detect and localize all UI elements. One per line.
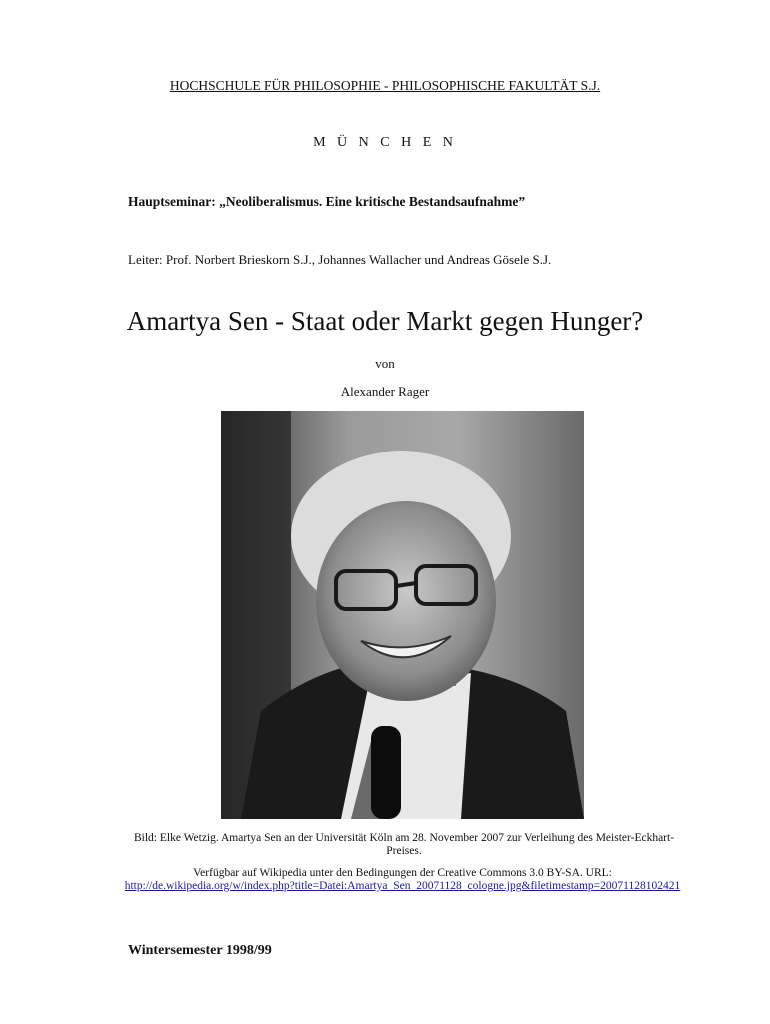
institution-heading: HOCHSCHULE FÜR PHILOSOPHIE - PHILOSOPHISCHE FAKULTÄT S.J. bbox=[169, 78, 601, 93]
by-word: von bbox=[375, 356, 395, 371]
seminar-title: Hauptseminar: „Neoliberalismus. Eine kritische Bestandsaufnahme” bbox=[128, 194, 526, 209]
portrait-photo bbox=[221, 411, 584, 819]
author-name: Alexander Rager bbox=[340, 384, 430, 399]
semester: Wintersemester 1998/99 bbox=[128, 943, 272, 958]
city-heading: M Ü N C H E N bbox=[313, 135, 457, 150]
document-title: Amartya Sen - Staat oder Markt gegen Hunger? bbox=[126, 306, 644, 336]
photo-caption: Bild: Elke Wetzig. Amartya Sen an der Universität Köln am 28. November 2007 zur Verleihung des Meister-Eckhart-Preises. bbox=[133, 832, 675, 857]
source-link[interactable]: http://de.wikipedia.org/w/index.php?title=Datei:Amartya_Sen_20071128_cologne.jpg&filetimestamp=20071128102421 bbox=[124, 880, 681, 892]
license-note bbox=[120, 867, 685, 893]
seminar-leader: Leiter: Prof. Norbert Brieskorn S.J., Johannes Wallacher und Andreas Gösele S.J. bbox=[128, 252, 552, 267]
license-text: Verfügbar auf Wikipedia unter den Bedingungen der Creative Commons 3.0 BY-SA. URL: bbox=[193, 867, 612, 879]
